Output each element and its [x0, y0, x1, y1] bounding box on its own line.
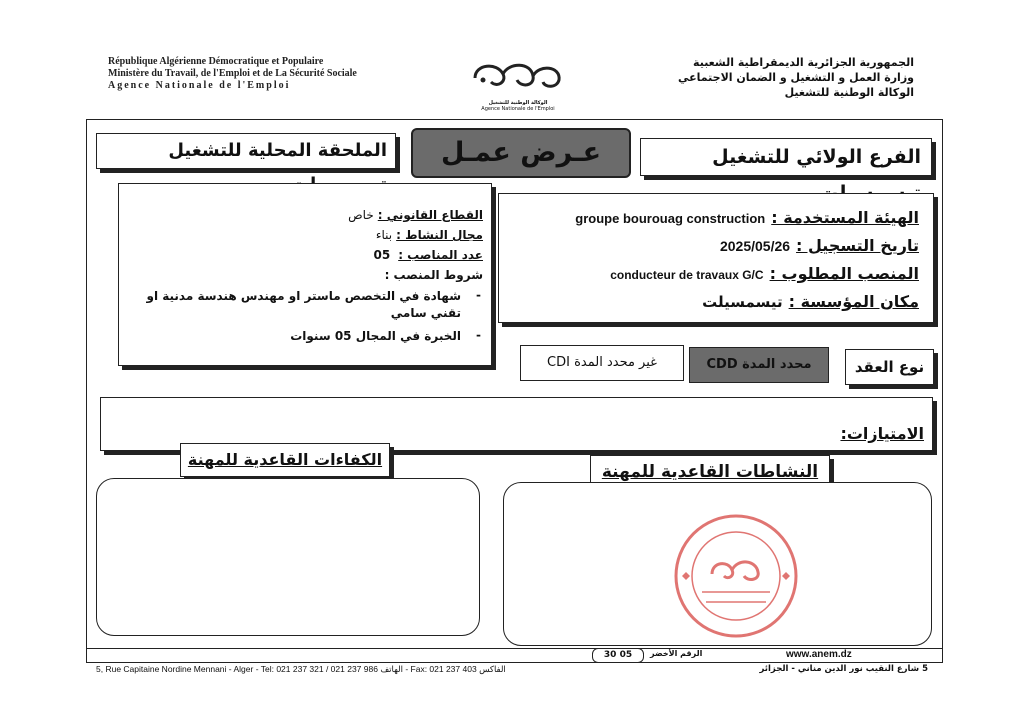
location-value: تيسمسيلت — [702, 293, 783, 311]
contract-cdd-box — [689, 347, 829, 383]
contract-cdd: محدد المدة CDD — [706, 357, 812, 372]
benefits-label: الامتيازات: — [840, 424, 924, 443]
footer-website: www.anem.dz — [786, 649, 852, 660]
logo-caption-ar: الوكالة الوطنية للتشغيل — [488, 100, 548, 106]
competencies-box — [96, 478, 480, 636]
header-fr-line3: Agence Nationale de l'Emploi — [108, 80, 291, 91]
location-label: مكان المؤسسة : — [788, 292, 919, 311]
offer-title: عـرض عمـل — [440, 137, 602, 168]
contract-cdi: غير محدد المدة CDI — [547, 355, 657, 370]
date-row — [720, 236, 919, 255]
branch-title: الفرع الولائي للتشغيل — [712, 146, 921, 168]
sector-label: القطاع القانوني : — [377, 208, 483, 222]
employer-box — [498, 193, 934, 323]
contract-label-box — [845, 349, 934, 385]
position-row — [610, 264, 919, 283]
condition-1-text: شهادة في التخصص ماستر او مهندس هندسة مدنية او تقني سامي — [146, 289, 461, 320]
activity-row — [376, 228, 483, 242]
header-ar-line2: وزارة العمل و التشغيل و الضمان الاجتماعي — [678, 71, 914, 84]
competencies-heading-box — [180, 443, 390, 477]
employer-label: الهيئة المستخدمة : — [771, 208, 919, 227]
offer-title-box — [411, 128, 631, 178]
footer-address-fr: 5, Rue Capitaine Nordine Mennani - Alger - Tel: 021 237 321 / 021 237 986 — [96, 664, 378, 674]
logo-caption-fr: Agence Nationale de l'Emploi — [481, 106, 555, 112]
condition-1-bullet: - — [476, 288, 481, 302]
conditions-row — [385, 268, 483, 282]
employer-row — [575, 208, 919, 227]
condition-1 — [121, 288, 491, 322]
sector-row — [348, 208, 483, 222]
date-value: 2025/05/26 — [719, 238, 791, 254]
condition-2-text: الخبرة في المجال 05 سنوات — [290, 329, 461, 343]
anem-logo — [463, 56, 573, 110]
footer-phone-ar: الهاتف — [380, 664, 403, 674]
footer-fax: - Fax: 021 237 403 — [405, 664, 477, 674]
condition-2-bullet: - — [476, 328, 481, 342]
details-box — [118, 183, 492, 366]
contract-cdi-box — [520, 345, 684, 381]
green-number: 30 05 — [603, 650, 633, 660]
official-stamp — [672, 512, 800, 640]
count-value: 05 — [373, 248, 391, 262]
activity-label: مجال النشاط : — [396, 228, 483, 242]
competencies-heading: الكفاءات القاعدية للمهنة — [187, 450, 383, 469]
footer-fax-ar: الفاكس — [479, 664, 506, 674]
position-value: conducteur de travaux G/C — [610, 268, 764, 282]
activity-value: بناء — [375, 228, 393, 242]
conditions-label: شروط المنصب : — [384, 268, 483, 282]
activities-heading: النشاطات القاعدية للمهنة — [601, 462, 819, 482]
stamp-icon — [672, 512, 800, 640]
header-fr-line2: Ministère du Travail, de l'Emploi et de La Sécurité Sociale — [108, 68, 357, 79]
header-ar-line1: الجمهورية الجزائرية الديمقراطية الشعبية — [693, 56, 914, 69]
green-number-badge — [592, 648, 644, 663]
employer-value: groupe bourouag construction — [575, 211, 766, 226]
header-fr-line1: République Algérienne Démocratique et Populaire — [108, 56, 324, 67]
local-agency-title: الملحقة المحلية للتشغيل — [168, 140, 387, 161]
count-label: عدد المناصب : — [398, 248, 483, 262]
branch-box — [640, 138, 932, 176]
green-number-label: الرقم الأخضر — [650, 649, 703, 658]
header-ar-line3: الوكالة الوطنية للتشغيل — [784, 86, 914, 99]
date-label: تاريخ التسجيل : — [796, 236, 919, 255]
anem-logo-icon — [463, 56, 573, 96]
position-label: المنصب المطلوب : — [769, 264, 919, 283]
local-agency-box — [96, 133, 396, 169]
sector-value: خاص — [348, 208, 374, 222]
footer-address-ar: 5 شارع النقيب نور الدين مناني - الجزائر — [759, 664, 928, 674]
location-row — [702, 292, 919, 311]
footer-address-line — [96, 664, 506, 675]
condition-2 — [121, 328, 491, 345]
contract-label: نوع العقد — [854, 358, 925, 376]
count-row — [373, 248, 483, 262]
